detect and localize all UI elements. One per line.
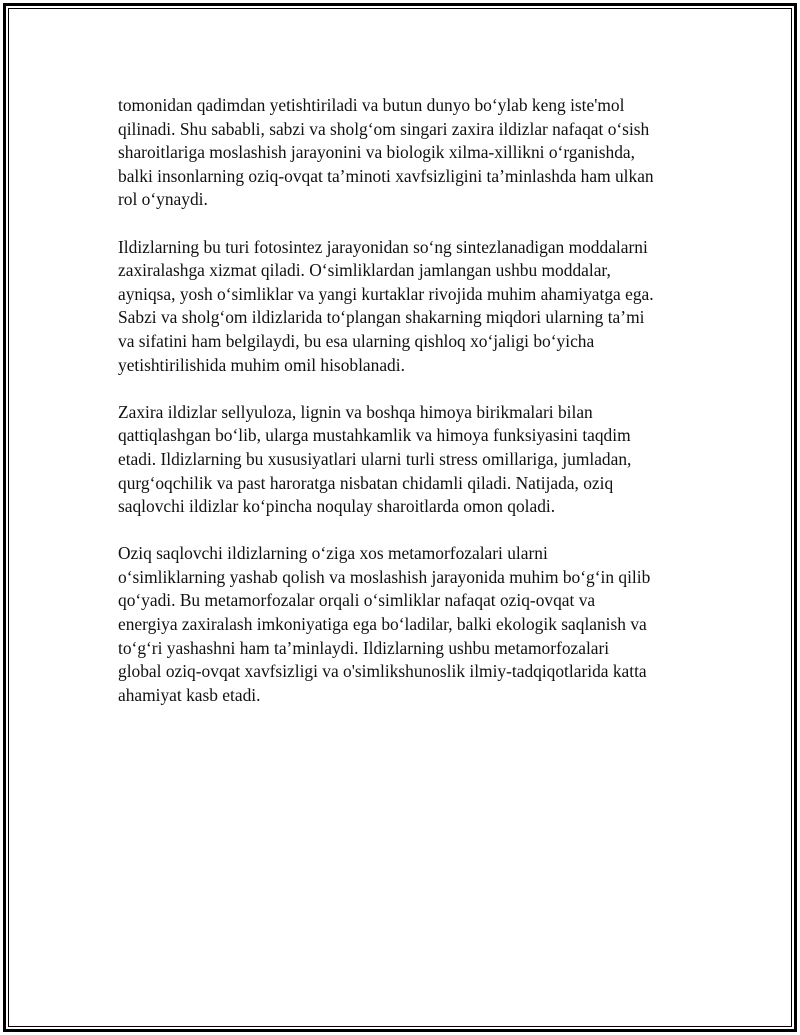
text-line: Ildizlarning bu turi fotosintez jarayonidan so‘ng sintezlanadigan moddalarni [118, 236, 648, 257]
text-line: qattiqlashgan bo‘lib, ularga mustahkamlik va himoya funksiyasini taqdim [118, 425, 631, 446]
text-line: ahamiyat kasb etadi. [118, 684, 261, 705]
text-line: rol o‘ynaydi. [118, 189, 208, 210]
text-line: Oziq saqlovchi ildizlarning o‘ziga xos metamorfozalari ularni [118, 543, 548, 564]
text-line: sharoitlariga moslashish jarayonini va biologik xilma-xillikni o‘rganishda, [118, 142, 635, 163]
paragraph-1 [118, 94, 693, 212]
text-line: qo‘yadi. Bu metamorfozalar orqali o‘simliklar nafaqat oziq-ovqat va [118, 590, 596, 611]
document-text-body [118, 94, 693, 731]
text-line: Zaxira ildizlar sellyuloza, lignin va boshqa himoya birikmalari bilan [118, 401, 593, 422]
paragraph-2 [118, 236, 693, 378]
text-line: qurg‘oqchilik va past haroratga nisbatan chidamli qiladi. Natijada, oziq [118, 472, 614, 493]
text-line: etadi. Ildizlarning bu xususiyatlari ularni turli stress omillariga, jumladan, [118, 448, 632, 469]
text-line: qilinadi. Shu sababli, sabzi va sholg‘om singari zaxira ildizlar nafaqat o‘sish [118, 118, 650, 139]
text-line: global oziq-ovqat xavfsizligi va o'simlikshunoslik ilmiy-tadqiqotlarida katta [118, 661, 647, 682]
text-line: saqlovchi ildizlar ko‘pincha noqulay sharoitlarda omon qoladi. [118, 496, 556, 517]
text-line: energiya zaxiralash imkoniyatiga ega bo‘ladilar, balki ekologik saqlanish va [118, 614, 647, 635]
text-line: o‘simliklarning yashab qolish va moslashish jarayonida muhim bo‘g‘in qilib [118, 566, 651, 587]
text-line: to‘g‘ri yashashni ham ta’minlaydi. Ildizlarning ushbu metamorfozalari [118, 637, 610, 658]
text-line: va sifatini ham belgilaydi, bu esa ularning qishloq xo‘jaligi bo‘yicha [118, 330, 595, 351]
paragraph-4 [118, 542, 693, 707]
text-line: zaxiralashga xizmat qiladi. O‘simliklardan jamlangan ushbu moddalar, [118, 260, 611, 281]
text-line: yetishtirilishida muhim omil hisoblanadi. [118, 354, 405, 375]
text-line: balki insonlarning oziq-ovqat ta’minoti xavfsizligini ta’minlashda ham ulkan [118, 165, 654, 186]
text-line: tomonidan qadimdan yetishtiriladi va butun dunyo bo‘ylab keng iste'mol [118, 95, 625, 115]
paragraph-3 [118, 401, 693, 519]
text-line: ayniqsa, yosh o‘simliklar va yangi kurtaklar rivojida muhim ahamiyatga ega. [118, 283, 654, 304]
text-line: Sabzi va sholg‘om ildizlarida to‘plangan shakarning miqdori ularning ta’mi [118, 307, 645, 328]
